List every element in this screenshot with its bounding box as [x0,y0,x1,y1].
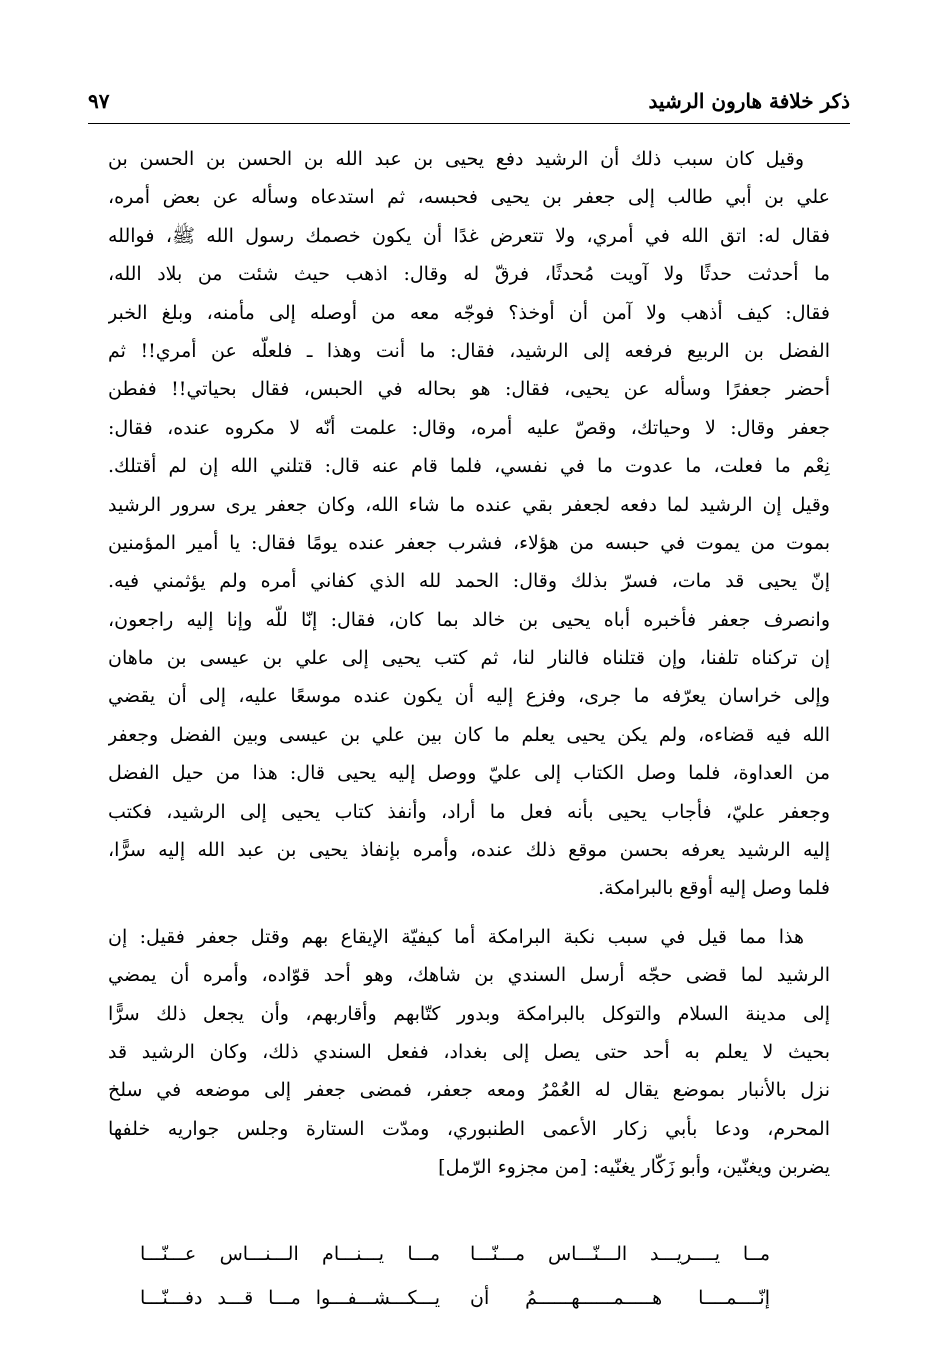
text-line: فلما وصل إليه أوقع بالبرامكة. [598,877,830,900]
verse-second-hemistich: يـــكـــشـــفـــوا مـــا قـــد دفـــنّـــا [140,1287,440,1309]
text-line: من العداوة، فلما وصل الكتاب إلى عليّ ووصل إليه يحيى قال: هذا من حيل الفضل [108,762,830,785]
verse-2 [140,1276,770,1320]
text-line: الرشيد لما قضى حجّه أرسل السندي بن شاهك، وهو أحد قوّاده، وأمره أن يمضي [108,964,830,987]
text-line: وإلى خراسان يعرّفه ما جرى، وفزع إليه أن يكون عنده موسعًا عليه، إلى أن يقضي [108,685,830,708]
text-line: هذا مما قيل في سبب نكبة البرامكة أما كيفيّة الإيقاع بهم وقتل جعفر فقيل: إن [108,925,804,948]
verse-first-hemistich: إنّــــمــــا هـــــمــــــهــــــمُ أن [470,1287,770,1309]
text-line: بحيث لا يعلم به أحد حتى يصل إلى بغداد، ففعل السندي ذلك، وكان الرشيد قد [108,1040,830,1063]
text-line: وجعفر عليّ، فأجاب يحيى بأنه فعل ما أراد، وأنفذ كتاب يحيى إلى الرشيد، فكتب [108,800,830,823]
text-line: جعفر وقال: لا وحياتك، وقصّ عليه أمره، وقال: علمت أنّه لا مكروه عنده، فقال: [108,416,830,439]
text-line: الله فيه قضاءه، ولم يكن يحيى يعلم ما كان بين علي بن عيسى وبين الفضل وجعفر [108,723,830,746]
verse-1 [140,1232,770,1276]
verse-first-hemistich: مــا يــــريـــد الـــنّـــاس مـــنّـــا [470,1243,770,1265]
poem-verses [140,1232,770,1320]
text-line: وقيل كان سبب ذلك أن الرشيد دفع يحيى بن عبد الله بن الحسن بن الحسن بن [108,148,804,170]
text-line: بموت من يموت في حبسه من هؤلاء، فشرب جعفر عنده يومًا فقال: يا أمير المؤمنين [108,531,830,554]
text-line: إنّ يحيى قد مات، فسرّ بذلك وقال: الحمد لله الذي كفاني أمره ولم يؤثمني فيه. [108,570,830,593]
page-number: ٩٧ [88,89,110,113]
header-divider [88,123,850,124]
text-line: إليه الرشيد يعرفه بحسن موقع ذلك عنده، وأمره بإنفاذ يحيى بن عبد الله إليه سرًّا، [108,839,830,862]
text-line: الفضل بن الربيع فرفعه إلى الرشيد، فقال: ما أنت وهذا ـ فلعلّه عن أمري!! ثم [108,339,830,362]
text-line: فقال له: اتق الله في أمري، ولا تتعرض غدًا أن يكون خصمك رسول الله ﷺ، فوالله [108,224,830,247]
text-line: نزل بالأنبار بموضع يقال له العُمْرُ ومعه جعفر، فمضى جعفر إلى موضعه في سلخ [108,1079,830,1102]
text-line: إلى مدينة السلام والتوكل بالبرامكة وبدور كتّابهم وأقاربهم، وأن يجعل ذلك سرًّا [108,1002,830,1025]
text-line: ما أحدثت حدثًا ولا آويت مُحدثًا، فرقّ له وقال: اذهب حيث شئت من بلاد الله، [108,263,830,286]
paragraph-1 [108,140,830,908]
text-line: وقيل إن الرشيد لما دفعه لجعفر بقي عنده ما شاء الله، وكان جعفر يرى سرور الرشيد [108,493,830,516]
chapter-title: ذكر خلافة هارون الرشيد [648,89,850,113]
text-line: يضربن ويغنّين، وأبو زَكّار يغنّيه: [من مجزوء الرّمل] [438,1156,830,1179]
text-line: المحرم، ودعا بأبي زكار الأعمى الطنبوري، ومدّت الستارة وجلس جواريه خلفها [108,1117,830,1140]
verse-second-hemistich: مـــا يـــنـــام الـــنـــاس عـــنّـــا [140,1243,440,1265]
paragraph-2 [108,918,830,1187]
paragraph-gap [108,908,830,918]
text-line: وانصرف جعفر فأخبره أباه يحيى بن خالد بما كان، فقال: إنّا للّه وإنا إليه راجعون، [108,608,830,631]
text-line: فقال: كيف أذهب ولا آمن أن أوخذ؟ فوجّه معه من أوصله إلى مأمنه، وبلغ الخبر [108,301,830,324]
running-header [88,86,850,120]
text-line: إن تركناه تلفنا، وإن قتلناه فالنار لنا، ثم كتب يحيى إلى علي بن عيسى بن ماهان [108,647,830,670]
body-text [108,140,830,1187]
text-line: علي بن أبي طالب إلى جعفر بن يحيى فحبسه، ثم استدعاه وسأله عن بعض أمره، [108,186,830,209]
text-line: نِعْم ما فعلت، ما عدوت ما في نفسي، فلما قام عنه قال: قتلني الله إن لم أقتلك. [108,455,830,478]
text-line: أحضر جعفرًا وسأله عن يحيى، فقال: هو بحاله في الحبس، فقال بحياتي!! ففطن [108,378,830,401]
